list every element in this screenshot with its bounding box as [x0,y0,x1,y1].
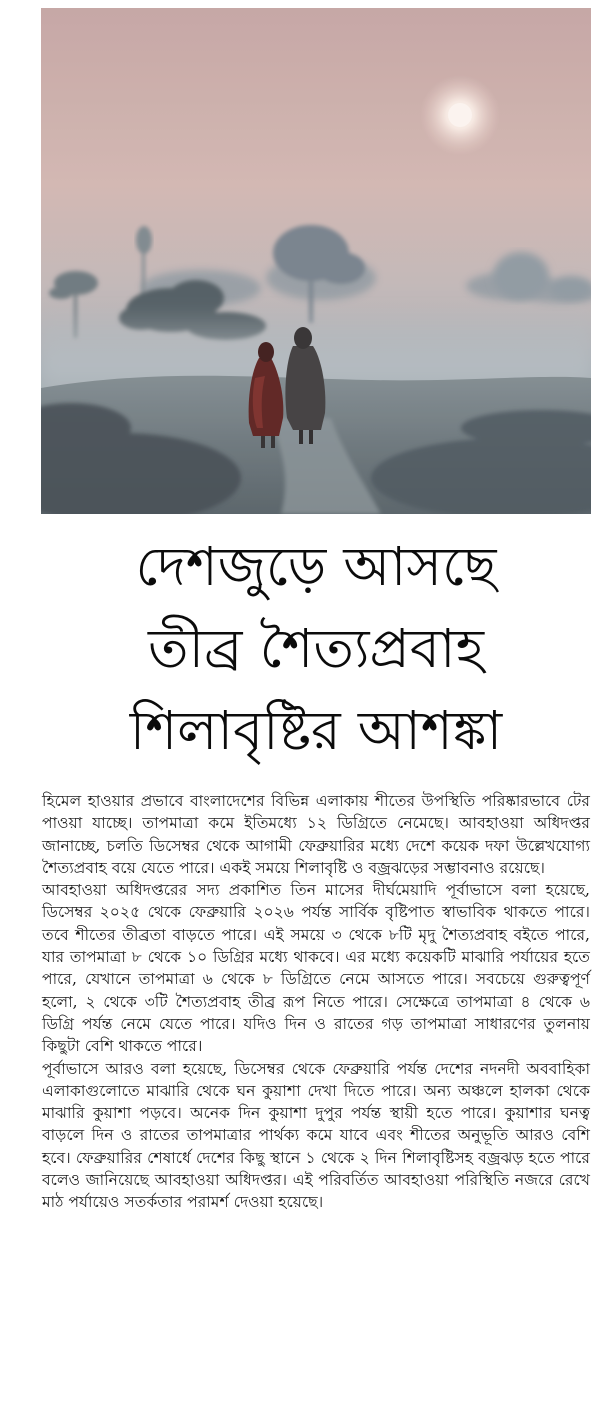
haze-overlay [41,8,591,514]
headline-line-1: দেশজুড়ে আসছে [135,535,497,598]
paragraph-2: আবহাওয়া অধিদপ্তরের সদ্য প্রকাশিত তিন মাসের দীর্ঘমেয়াদি পূর্বাভাসে বলা হয়েছে, ডিসেম্বর ২০২৫ থেকে ফেব্রুয়ারি ২০২৬ পর্যন্ত সার্বিক বৃষ্টিপাত স্বাভাবিক থাকতে পারে। তবে শীতের তীব্রতা বাড়তে পারে। এই সময়ে ৩ থেকে ৮টি মৃদু শৈত্যপ্রবাহ বইতে পারে, যার তাপমাত্রা ৮ থেকে ১০ ডিগ্রির মধ্যে থাকবে। এর মধ্যে কয়েকটি মাঝারি পর্যায়ের হতে পারে, যেখানে তাপমাত্রা ৬ থেকে ৮ ডিগ্রিতে নেমে আসতে পারে। সবচেয়ে গুরুত্বপূর্ণ হলো, ২ থেকে ৩টি শৈত্যপ্রবাহ তীব্র রূপ নিতে পারে। সেক্ষেত্রে তাপমাত্রা ৪ থেকে ৬ ডিগ্রি পর্যন্ত নেমে যেতে পারে। যদিও দিন ও রাতের গড় তাপমাত্রা সাধারণের তুলনায় কিছুটা বেশি থাকতে পারে। [42,881,590,1056]
headline [40,526,592,772]
article-body [42,790,590,1214]
paragraph-1: হিমেল হাওয়ার প্রভাবে বাংলাদেশের বিভিন্ন এলাকায় শীতের উপস্থিতি পরিষ্কারভাবে টের পাওয়া যাচ্ছে। তাপমাত্রা কমে ইতিমধ্যে ১২ ডিগ্রিতে নেমেছে। আবহাওয়া অধিদপ্তর জানাচ্ছে, চলতি ডিসেম্বর থেকে আগামী ফেব্রুয়ারির মধ্যে দেশে কয়েক দফা উল্লেখযোগ্য শৈত্যপ্রবাহ বয়ে যেতে পারে। একই সময়ে শিলাবৃষ্টি ও বজ্রঝড়ের সম্ভাবনাও রয়েছে। [42,792,590,877]
foggy-winter-landscape-photo [41,8,591,514]
paragraph-3: পূর্বাভাসে আরও বলা হয়েছে, ডিসেম্বর থেকে ফেব্রুয়ারি পর্যন্ত দেশের নদনদী অববাহিকা এলাকাগুলোতে মাঝারি থেকে ঘন কুয়াশা দেখা দিতে পারে। অন্য অঞ্চলে হালকা থেকে মাঝারি কুয়াশা পড়বে। অনেক দিন কুয়াশা দুপুর পর্যন্ত স্থায়ী হতে পারে। কুয়াশার ঘনত্ব বাড়লে দিন ও রাতের তাপমাত্রার পার্থক্য কমে যাবে এবং শীতের অনুভূতি আরও বেশি হবে। ফেব্রুয়ারির শেষার্ধে দেশের কিছু স্থানে ১ থেকে ২ দিন শিলাবৃষ্টিসহ বজ্রঝড় হতে পারে বলেও জানিয়েছে আবহাওয়া অধিদপ্তর। এই পরিবর্তিত আবহাওয়া পরিস্থিতি নজরে রেখে মাঠ পর্যায়েও সতর্কতার পরামর্শ দেওয়া হয়েছে। [42,1059,590,1212]
headline-line-3: শিলাবৃষ্টির আশঙ্কা [129,699,503,762]
headline-line-2: তীব্র শৈত্যপ্রবাহ [148,617,484,680]
